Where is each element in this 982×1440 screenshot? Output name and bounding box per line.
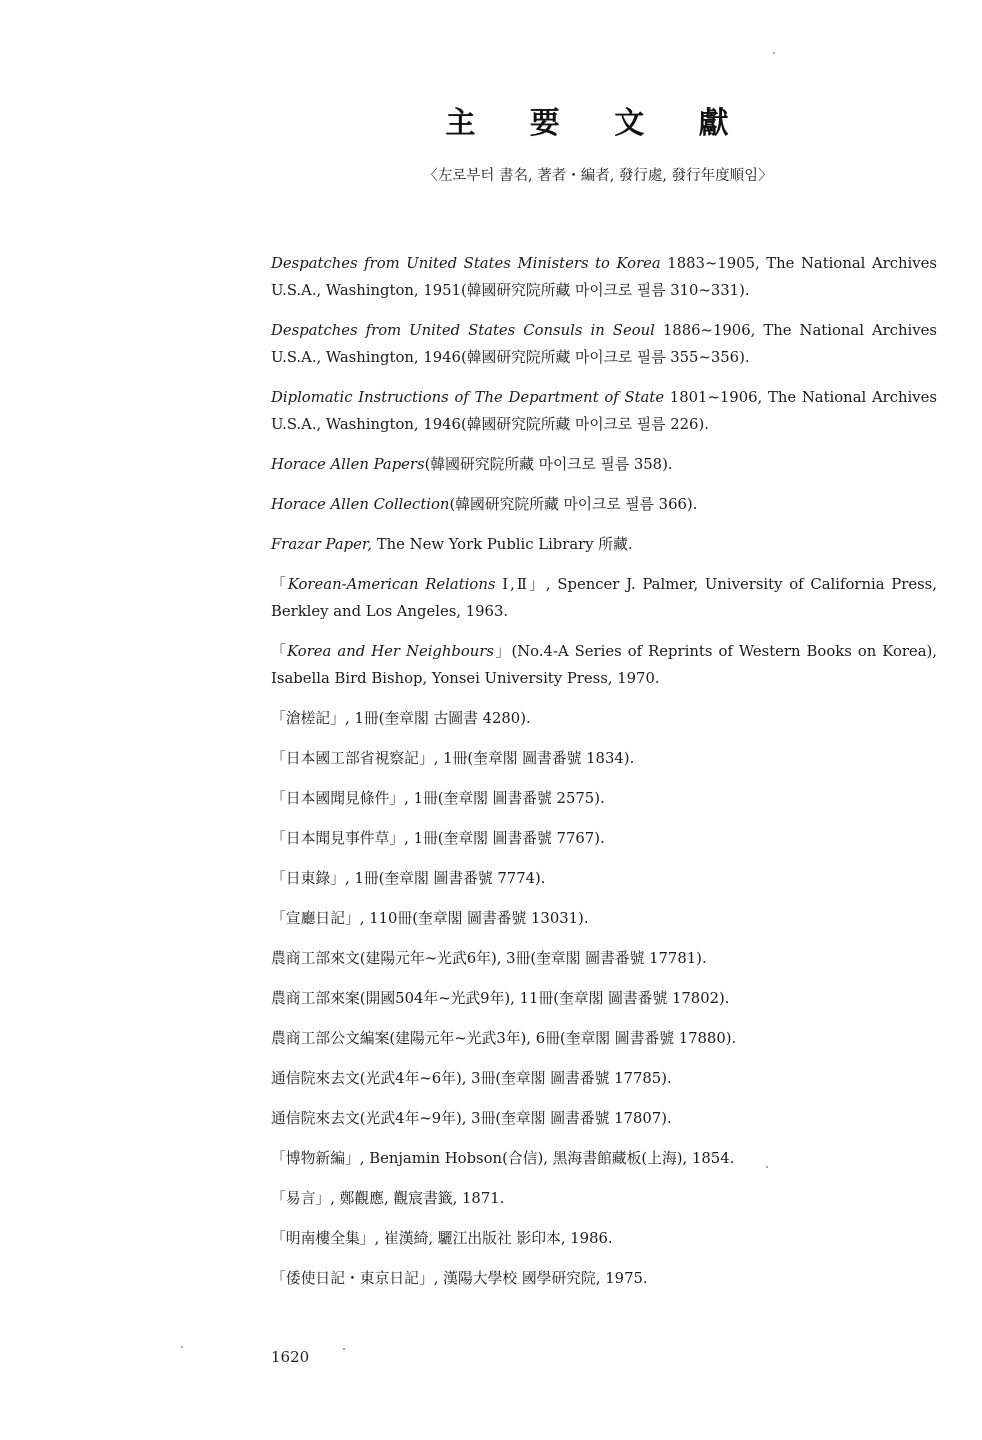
reference-details: (韓國研究院所藏 마이크로 필름 366). <box>449 496 698 513</box>
reference-item <box>271 1025 937 1052</box>
reference-bracket: 「 <box>271 576 288 593</box>
reference-details: 農商工部公文編案(建陽元年~光武3年), 6冊(奎章閣 圖書番號 17880). <box>271 1030 737 1047</box>
reference-title: Diplomatic Instructions of The Department of State <box>271 389 665 406</box>
reference-item <box>271 491 937 518</box>
reference-details: 1801~1906, The National Archives U.S.A., Washington, 1946(韓國研究院所藏 마이크로 필름 226). <box>271 389 937 433</box>
reference-details: 農商工部來案(開國504年~光武9年), 11冊(奎章閣 圖書番號 17802). <box>271 990 730 1007</box>
reference-title: Korea and Her Neighbours <box>287 643 495 660</box>
page-subtitle: 〈左로부터 書名, 著者・編者, 發行處, 發行年度順임〉 <box>423 168 773 184</box>
reference-details: 「明南樓全集」, 崔漢綺, 驪江出版社 影印本, 1986. <box>271 1230 613 1247</box>
page-title: 主 要 文 獻 <box>445 106 751 141</box>
reference-item <box>271 985 937 1012</box>
reference-item <box>271 317 937 371</box>
reference-item <box>271 825 937 852</box>
reference-item <box>271 1145 937 1172</box>
reference-item <box>271 1105 937 1132</box>
reference-item <box>271 905 937 932</box>
reference-details: 「日本國工部省視察記」, 1冊(奎章閣 圖書番號 1834). <box>271 750 635 767</box>
reference-item <box>271 1065 937 1092</box>
reference-title: Horace Allen Papers <box>271 456 425 473</box>
reference-details: 」(No.4-A Series of Reprints of Western Books on Korea), Isabella Bird Bishop, Yonsei University Press, 1970. <box>271 643 937 687</box>
reference-details: 「日東錄」, 1冊(奎章閣 圖書番號 7774). <box>271 870 546 887</box>
reference-title: Korean-American Relations <box>287 576 496 593</box>
reference-details: 1886~1906, The National Archives U.S.A., Washington, 1946(韓國研究院所藏 마이크로 필름 355~356). <box>271 322 937 366</box>
reference-item <box>271 451 937 478</box>
reference-details: Ⅰ,Ⅱ」, Spencer J. Palmer, University of California Press, Berkley and Los Angeles, 1963. <box>271 576 937 620</box>
scan-speck <box>766 1166 768 1168</box>
reference-item <box>271 250 937 304</box>
reference-item <box>271 745 937 772</box>
page-number: 1620 <box>271 1348 310 1366</box>
reference-bracket: 「 <box>271 643 288 660</box>
reference-item <box>271 384 937 438</box>
scan-speck <box>181 1346 183 1348</box>
reference-details: (韓國研究院所藏 마이크로 필름 358). <box>424 456 673 473</box>
reference-item <box>271 571 937 625</box>
reference-details: 「宣廳日記」, 110冊(奎章閣 圖書番號 13031). <box>271 910 589 927</box>
reference-item <box>271 705 937 732</box>
reference-details: 通信院來去文(光武4年~9年), 3冊(奎章閣 圖書番號 17807). <box>271 1110 672 1127</box>
reference-details: 通信院來去文(光武4年~6年), 3冊(奎章閣 圖書番號 17785). <box>271 1070 672 1087</box>
reference-item <box>271 945 937 972</box>
reference-details: 「倭使日記・東京日記」, 漢陽大學校 國學研究院, 1975. <box>271 1270 648 1287</box>
reference-title: Horace Allen Collection <box>271 496 450 513</box>
reference-list <box>271 250 937 1305</box>
reference-title: Despatches from United States Ministers to Korea <box>271 255 661 272</box>
reference-item <box>271 638 937 692</box>
reference-title: Frazar Paper, <box>271 536 373 553</box>
reference-details: 農商工部來文(建陽元年~光武6年), 3冊(奎章閣 圖書番號 17781). <box>271 950 707 967</box>
reference-details: The New York Public Library 所藏. <box>372 536 633 553</box>
reference-title: Despatches from United States Consuls in Seoul <box>271 322 655 339</box>
reference-details: 「易言」, 鄭觀應, 觀宸書籤, 1871. <box>271 1190 505 1207</box>
reference-item <box>271 785 937 812</box>
reference-item <box>271 1185 937 1212</box>
reference-details: 1883~1905, The National Archives U.S.A., Washington, 1951(韓國研究院所藏 마이크로 필름 310~331). <box>271 255 937 299</box>
reference-item <box>271 1265 937 1292</box>
reference-item <box>271 531 937 558</box>
reference-details: 「滄槎記」, 1冊(奎章閣 古圖書 4280). <box>271 710 531 727</box>
reference-item <box>271 865 937 892</box>
reference-details: 「日本聞見事件草」, 1冊(奎章閣 圖書番號 7767). <box>271 830 605 847</box>
scan-speck <box>343 1348 345 1350</box>
reference-details: 「博物新編」, Benjamin Hobson(合信), 黑海書館藏板(上海), 1854. <box>271 1150 735 1167</box>
reference-details: 「日本國聞見條件」, 1冊(奎章閣 圖書番號 2575). <box>271 790 605 807</box>
reference-item <box>271 1225 937 1252</box>
scan-speck <box>773 52 775 54</box>
